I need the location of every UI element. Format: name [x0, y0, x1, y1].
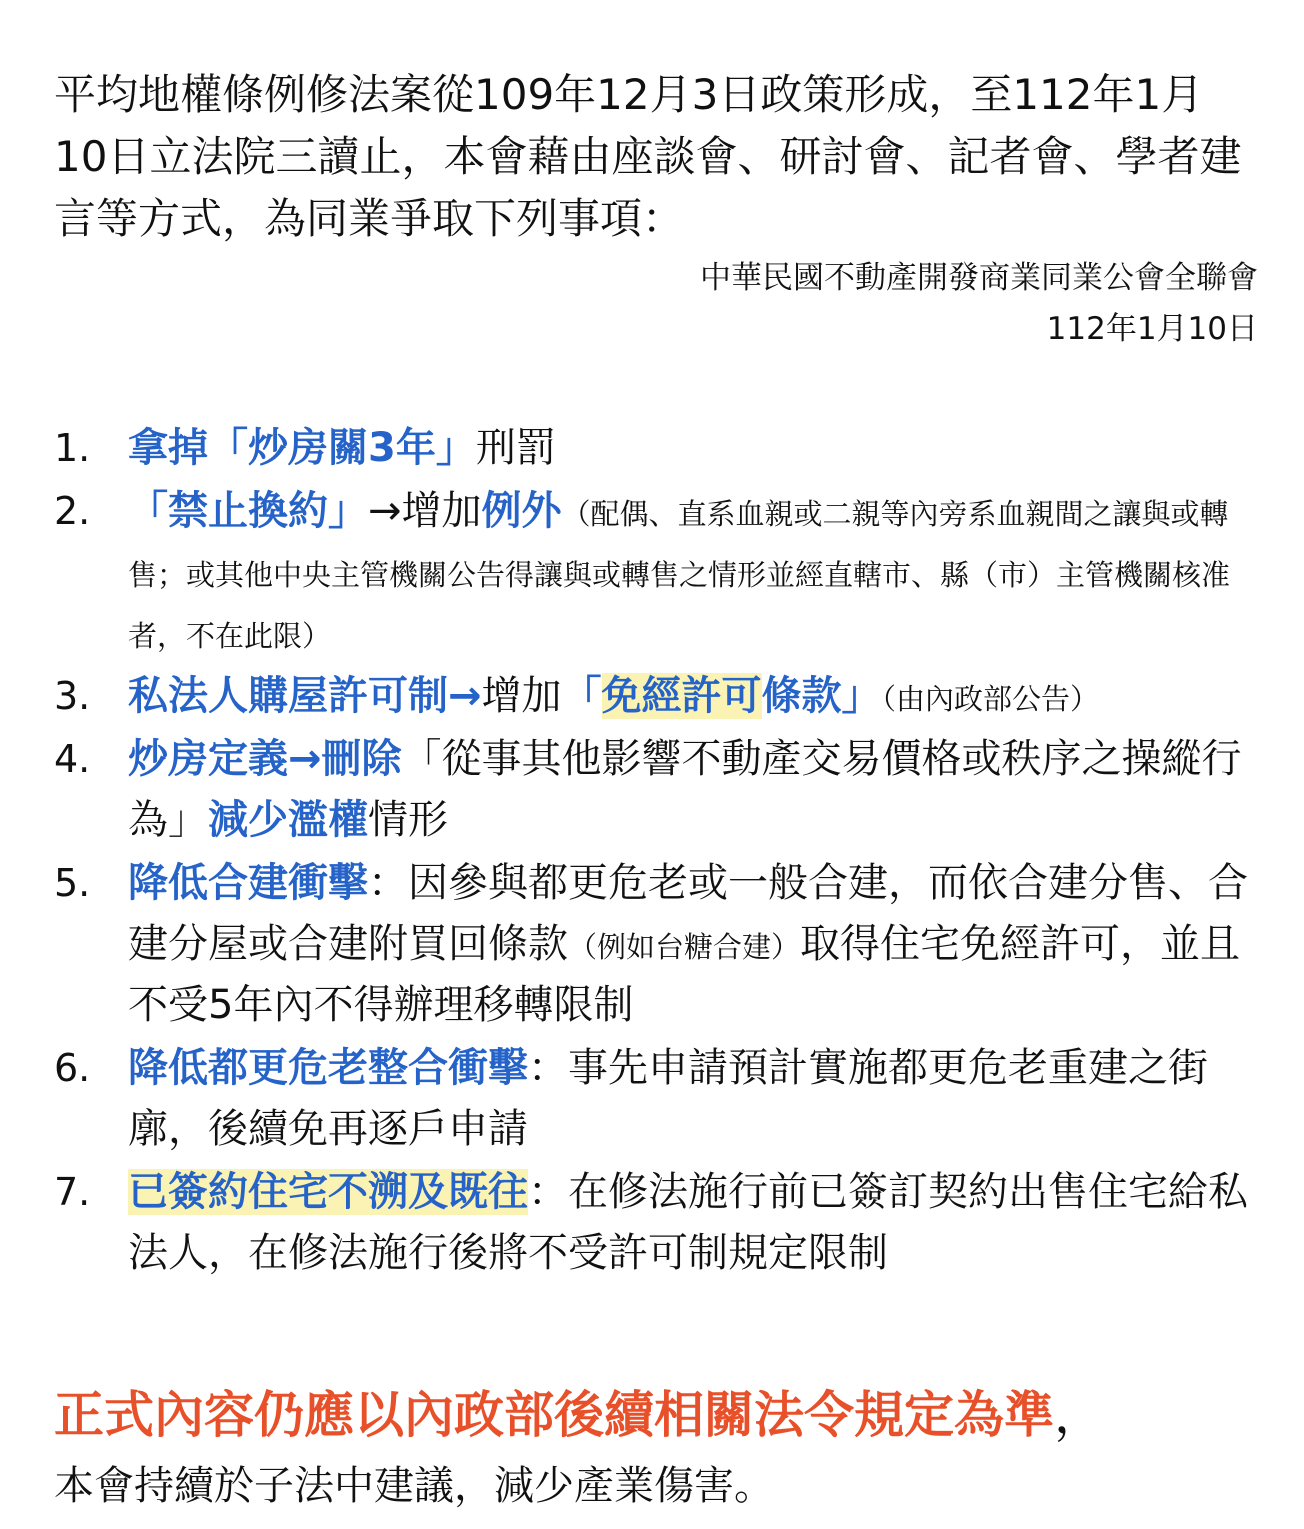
item-number: 5.	[54, 861, 91, 905]
item-heading: 降低都更危老整合衝擊	[128, 1045, 528, 1091]
item-heading: 私法人購屋許可制→	[128, 673, 482, 719]
item-number: 7.	[54, 1170, 91, 1214]
signature-date: 112年1月10日	[1046, 311, 1258, 347]
item-heading: 「	[561, 673, 602, 719]
list-item	[54, 418, 1264, 479]
intro-paragraph: 平均地權條例修法案從109年12月3日政策形成，至112年1月10日立法院三讀止，本會藉由座談會、研討會、記者會、學者建言等方式，為同業爭取下列事項：	[54, 70, 1242, 243]
item-heading: 減少濫權	[208, 797, 368, 843]
list-item	[54, 666, 1264, 727]
list-item	[54, 481, 1264, 664]
item-note: （由內政部公告）	[881, 682, 1100, 716]
item-text: 「從事其他影響不動產交易價格或秩序之操縱行為」	[128, 736, 1242, 843]
item-text: 增加	[481, 673, 562, 719]
item-text: 取得住宅免經許可，並且不受5年內不得辦理移轉限制	[128, 921, 1241, 1028]
item-number: 3.	[54, 674, 91, 718]
item-heading: 拿掉「炒房關3年」	[128, 425, 476, 471]
highlighted-heading: 免經許可	[601, 673, 762, 719]
closing-statement	[54, 1382, 1104, 1448]
signature-org: 中華民國不動產開發商業同業公會全聯會	[700, 260, 1258, 296]
item-heading: 例外	[481, 488, 562, 534]
item-note: （例如台糖合建）	[568, 930, 801, 964]
item-text: →增加	[368, 488, 482, 534]
closing-red-text: 正式內容仍應以內政部後續相關法令規定為準	[54, 1386, 1054, 1444]
item-text: ：因參與都更危老或一般合建，而依合建分售、合建分屋或合建附買回條款	[128, 860, 1248, 967]
item-note: （配偶、直系血親或二親等內旁系血親間之讓與或轉售；或其他中央主管機關公告得讓與或轉售之情形並經直轄市、縣（市）主管機關核准者，不在此限）	[128, 497, 1231, 653]
item-text: 刑罰	[475, 425, 556, 471]
item-heading: 降低合建衝擊	[128, 860, 368, 906]
highlighted-heading: 已簽約住宅不溯及既往	[128, 1169, 528, 1215]
item-heading: 炒房定義→刪除	[128, 736, 402, 782]
item-text: ：在修法施行前已簽訂契約出售住宅給私法人，在修法施行後將不受許可制規定限制	[128, 1169, 1248, 1276]
closing-comma: ，	[1054, 1386, 1104, 1444]
item-number: 2.	[54, 489, 91, 533]
item-text: ：事先申請預計實施都更危老重建之街廓，後續免再逐戶申請	[128, 1045, 1208, 1152]
amendment-list	[54, 418, 1264, 1286]
closing-note: 本會持續於子法中建議，減少產業傷害。	[54, 1463, 774, 1509]
list-item	[54, 1038, 1264, 1160]
item-number: 6.	[54, 1046, 91, 1090]
list-item	[54, 1162, 1264, 1284]
list-item	[54, 729, 1264, 851]
item-text: 情形	[368, 797, 448, 843]
item-number: 1.	[54, 426, 91, 470]
item-number: 4.	[54, 737, 91, 781]
item-heading: 「禁止換約」	[128, 488, 368, 534]
list-item	[54, 853, 1264, 1036]
item-heading: 條款」	[761, 673, 882, 719]
